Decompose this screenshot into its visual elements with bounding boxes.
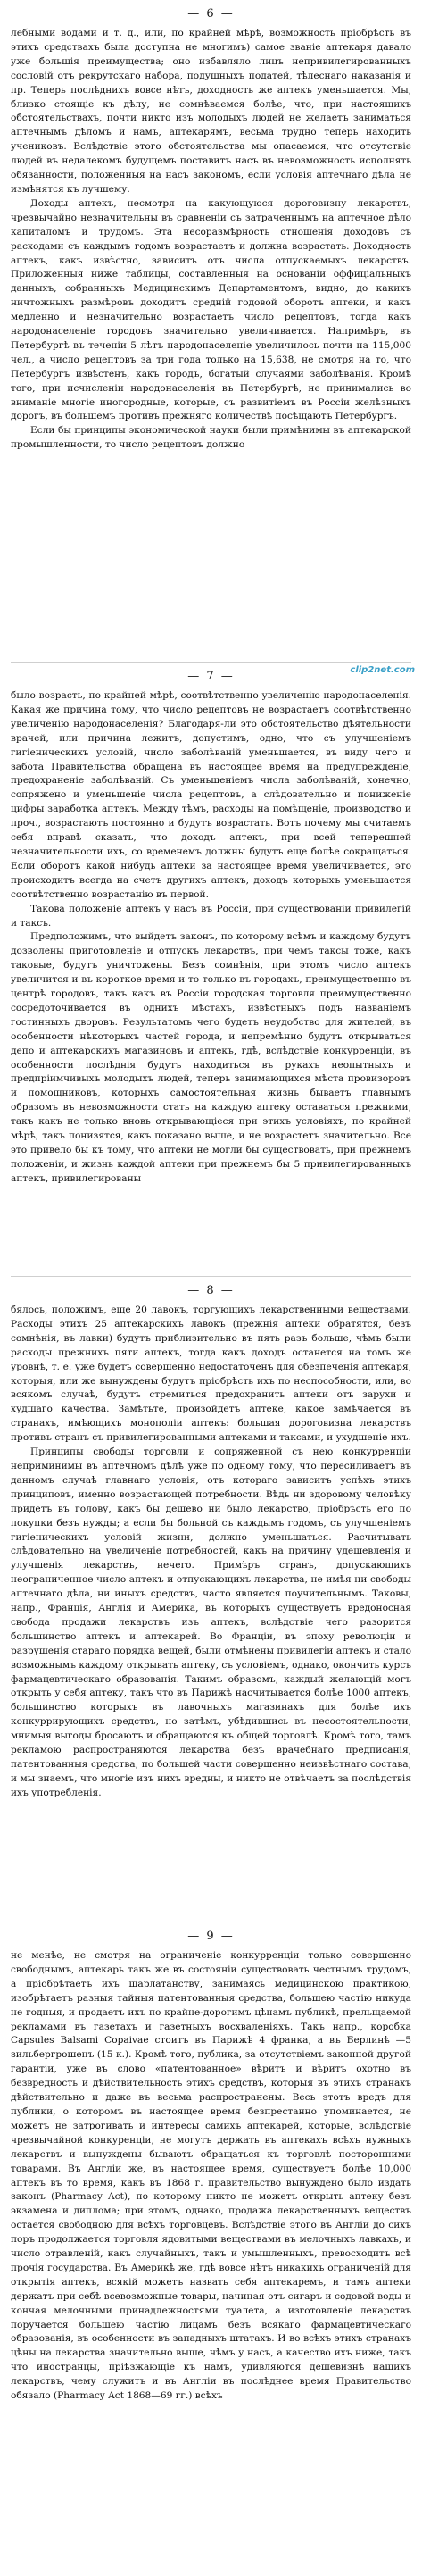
page-number: — 7 — <box>187 670 235 683</box>
page-number: — 8 — <box>187 1284 235 1297</box>
page-7 <box>0 663 422 1277</box>
page-6 <box>0 0 422 663</box>
page-text <box>11 1304 411 1801</box>
paragraph: Предположимъ, что выйдетъ законъ, по которому всѣмъ и каждому будутъ дозволены приготовленіе и отпускъ лекарствъ, при чемъ таксы тоже, какъ таковые, будутъ уничтожены. Безъ сомнѣнія, при этомъ число аптекъ увеличится и въ короткое время и то только въ городахъ, преимущественно въ центрѣ городовъ, такъ какъ въ Россіи городская торговля преимущественно сосредоточивается въ однихъ мѣстахъ, извѣстныхъ подъ названіемъ гостинныхъ дворовъ. Результатомъ чего будетъ неудобство для жителей, въ особенности нѣкоторыхъ частей города, и непремѣнно будутъ открываться депо и аптекарскихъ магазиновъ и аптекъ, гдѣ, вслѣдствіе конкурренціи, въ особенности послѣднія будутъ находиться въ рукахъ неопытныхъ и предпріимчивыхъ молодыхъ людей, теперь занимающихся мѣста провизоровъ и помощниковъ, которыхъ самостоятельная жизнь бываетъ главнымъ образомъ въ невозможности стать на каждую аптеку оставаться прежними, такъ какъ не только вновь открывающіеся при этихъ условіяхъ, по крайней мѣрѣ, такъ понизятся, какъ показано выше, и не возрастетъ значительно. Все это привело бы къ тому, что аптеки не могли бы существовать, при прежнемъ положеніи, и жизнь каждой аптеки при прежнемъ бы 5 привилегированныхъ аптекъ, привилегированы <box>11 931 411 1184</box>
paragraph: не менѣе, не смотря на ограниченіе конкурренціи только совершенно свободнымъ, аптекарь такъ же въ состояніи существовать честнымъ трудомъ, а пріобрѣтаетъ ихъ шарлатанству, занимаясь медицинскою практикою, изобрѣтаетъ разныя тайныя патентованныя средства, большею частію никуда не годныя, и продаетъ ихъ по крайне-дорогимъ цѣнамъ публикѣ, прельщаемой рекламами въ газетахъ и газетныхъ восхваленіяхъ. Такъ напр., коробка Capsules Balsami Copaivae стоитъ въ Парижѣ 4 франка, а въ Берлинѣ —5 зильбергрошенъ (15 к.). Кромѣ того, публика, за отсутствіемъ законной другой гарантіи, уже въ слово «патентованное» вѣритъ и вѣритъ охотно въ безвредность и дѣйствительность этихъ средствъ, которыя въ этихъ странахъ дѣйствительно и даже въ весьма распространены. Весь этотъ вредъ для публики, о которомъ въ настоящее время безпрестанно упоминается, не можетъ не затрогивать и интересы самихъ аптекарей, которые, вслѣдствіе чрезвычайной конкуренціи, не могутъ держать въ аптекахъ всѣхъ нужныхъ лекарствъ и вынуждены бываютъ обращаться къ торговлѣ посторонними товарами. Въ Англіи же, въ настоящее время, существуетъ болѣе 10,000 аптекъ въ то время, какъ въ 1868 г. правительство вынуждено было издать законъ (Pharmacy Act), по которому никто не можетъ открыть аптеку безъ экзамена и диплома; при этомъ, однако, продажа лекарственныхъ веществъ остается свободною для всѣхъ торговцевъ. Вслѣдствіе этого въ Англіи до сихъ поръ продолжается торговля ядовитыми веществами въ мелочныхъ лавкахъ, и число отравленій, какъ случайныхъ, такъ и умышленныхъ, превосходитъ всѣ прочія государства. Въ Америкѣ же, гдѣ вовсе нѣтъ никакихъ ограниченій для открытія аптекъ, всякій можетъ назвать себя аптекаремъ, и тамъ аптеки держатъ при себѣ всевозможные товары, начиная отъ сигаръ и содовой воды и кончая мелочными принадлежностями туалета, а изготовленіе лекарствъ поручается большею частію лицамъ безъ всякаго фармацевтическаго образованія, въ особенности въ западныхъ штатахъ. И во всѣхъ этихъ странахъ цѣны на лекарства значительно выше, чѣмъ у насъ, а качество ихъ ниже, такъ что иностранцы, пріѣзжающіе къ намъ, удивляются дешевизнѣ нашихъ лекарствъ, чему служитъ и въ Англіи въ послѣднее время Правительство обязало (Pharmacy Act 1868—69 гг.) всѣхъ <box>11 1950 411 2402</box>
paragraph: лебными водами и т. д., или, по крайней мѣрѣ, возможность пріобрѣсть въ этихъ средствахъ была доступна не многимъ) самое званіе аптекаря давало уже большія преимущества; оно избавляло лицъ непривилегированныхъ сословій отъ рекрутскаго набора, подушныхъ податей, тѣлеснаго наказанія и пр. Теперь послѣднихъ вовсе нѣтъ, доходность же аптекъ уменьшается. Мы, близко стоящіе къ дѣлу, не сомнѣваемся болѣе, что, при настоящихъ обстоятельствахъ, почти никто изъ молодыхъ людей не желаетъ заниматься аптечнымъ дѣломъ и намъ, аптекарямъ, весьма трудно теперь находить учениковъ. Вслѣдствіе этого обстоятельства мы опасаемся, что отсутствіе людей въ недалекомъ будущемъ поставитъ насъ въ невозможность исполнять обязанности, положенныя на насъ закономъ, если условія аптечнаго дѣла не измѣнятся къ лучшему. <box>11 28 411 195</box>
page-8 <box>0 1277 422 1922</box>
page-text <box>11 27 411 453</box>
paragraph: Такова положеніе аптекъ у насъ въ Россіи, при существованіи привилегій и таксъ. <box>11 903 411 929</box>
page-number: — 6 — <box>187 7 235 21</box>
paragraph: было возрасть, по крайней мѣрѣ, соотвѣтственно увеличенію народонаселенія. Какая же причина тому, что число рецептовъ не возрастаетъ соотвѣтственно увеличенію народонаселенія? Благодаря-ли это обстоятельство дѣятельности врачей, или причина лежитъ, допустимъ, одно, что съ улучшеніемъ гигіеническихъ условій, число заболѣваній уменьшается, въ виду чего и забота Правительства обращена въ настоящее время на предупрежденіе, предохраненіе заболѣваній. Съ уменьшеніемъ числа заболѣваній, конечно, сопряжено и уменьшеніе числа рецептовъ, а слѣдовательно и пониженіе цифры заработка аптекъ. Между тѣмъ, расходы на помѣщеніе, производство и проч., возрастаютъ постоянно и будутъ возрастать. Вотъ почему мы считаемъ себя вправѣ сказать, что доходъ аптекъ, при всей теперешней незначительности ихъ, со временемъ должны будутъ еще болѣе сокращаться. Если оборотъ какой нибудь аптеки за настоящее время увеличивается, это происходитъ всегда на счетъ другихъ аптекъ, доходъ которыхъ уменьшается соотвѣтственно возрастанію въ первой. <box>11 690 411 900</box>
page-number: — 9 — <box>187 1930 235 1943</box>
page-text <box>11 1949 411 2404</box>
watermark-logo: clip2net.com <box>350 665 415 675</box>
page-9 <box>0 1922 422 2576</box>
paragraph: Если бы принципы экономической науки были примѣнимы въ аптекарской промышленности, то число рецептовъ должно <box>11 425 411 451</box>
page-text <box>11 689 411 1187</box>
paragraph: Принципы свободы торговли и сопряженной съ нею конкурренціи неприминимы въ аптечномъ дѣлѣ уже по одному тому, что пересиливаетъ въ данномъ случаѣ главнаго условія, отъ котораго зависитъ успѣхъ этихъ принциповъ, именно возрастающей потребности. Вѣдь ни здоровому человѣку придетъ въ голову, какъ бы дешево ни было лекарство, пріобрѣсть его по покупки безъ нужды; а если бы больной съ каждымъ годомъ, съ улучшеніемъ гигіеническихъ условій жизни, должно уменьшаться. Расчитывать слѣдовательно на увеличеніе потребностей, какъ на причину удешевленія и улучшенія лекарствъ, нечего. Примѣръ странъ, допускающихъ неограниченное число аптекъ и отпускающихъ лекарства, не имѣя ни свободы аптечнаго дѣла, ни иныхъ средствъ, часто является поучительнымъ. Таковы, напр., Франція, Англія и Америка, въ которыхъ существуетъ вредоносная свобода продажи лекарствъ изъ аптекъ, вслѣдствіе чего разорится большинство аптекъ и аптекарей. Во Франціи, въ эпоху революціи и разрушенія стараго порядка вещей, были отмѣнены привилегіи аптекъ и стало возможнымъ каждому открывать аптеку, съ условіемъ, однако, окончить курсъ фармацевтическаго образованія. Такимъ образомъ, каждый желающій могъ открыть у себя аптеку, такъ что въ Парижѣ насчитывается болѣе 1000 аптекъ, большинство которыхъ въ лавочныхъ магазинахъ для болѣе ихъ конкуррирующихъ средствъ, но затѣмъ, убѣдившись въ несостоятельности, мнимыя выгоды бросаютъ и обращаются къ общей торговлѣ. Кромѣ того, тамъ рекламою распространяются лекарства безъ врачебнаго предписанія, патентованныя средства, по большей части совершенно неизвѣстнаго состава, и мы знаемъ, что многіе изъ нихъ вредны, и никто не отвѣчаетъ за послѣдствія ихъ употребленія. <box>11 1446 411 1798</box>
paragraph: бялось, положимъ, еще 20 лавокъ, торгующихъ лекарственными веществами. Расходы этихъ 25 аптекарскихъ лавокъ (прежнія аптеки обратятся, безъ сомнѣнія, въ лавки) будутъ приблизительно въ пять разъ больше, чѣмъ были расходы прежнихъ пяти аптекъ, тогда какъ доходъ останется на томъ же уровнѣ, т. е. уже будетъ совершенно недостаточенъ для обезпеченія аптекаря, которыя, или же вынуждены будутъ пріобрѣсть ихъ по неспособности, или, во всякомъ случаѣ, будутъ стремиться предохранить аптеки отъ зарухи и худшаго качества. Замѣтьте, произойдетъ аптеке, какое замѣчается въ странахъ, имѣющихъ монополіи аптекъ: большая дороговизна лекарствъ противъ странъ съ привилегированными аптеками и таксами, и ухудшеніе ихъ. <box>11 1305 411 1444</box>
paragraph: Доходы аптекъ, несмотря на какующуюся дороговизну лекарствъ, чрезвычайно незначительны въ сравненіи съ затраченнымъ на аптечное дѣло капиталомъ и трудомъ. Эта несоразмѣрность отношенія доходовъ съ расходами съ каждымъ годомъ возрастаетъ и должна возрастать. Доходность аптекъ, какъ извѣстно, зависитъ отъ числа отпускаемыхъ лекарствъ. Приложенныя ниже таблицы, составленныя на основаніи оффиціальныхъ данныхъ, собранныхъ Медицинскимъ Департаментомъ, видно, до какихъ ничтожныхъ размѣровъ доходитъ средній годовой оборотъ аптеки, и какъ медленно и незначительно возрастаетъ число рецептовъ, тогда какъ народонаселеніе городовъ значительно увеличивается. Напримѣръ, въ Петербургѣ въ теченіи 5 лѣтъ народонаселеніе увеличилось почти на 115,000 чел., а число рецептовъ за три года только на 15,638, не смотря на то, что Петербургъ извѣстенъ, какъ городъ, богатый случаями заболѣванія. Кромѣ того, при исчисленіи народонаселенія въ Петербургѣ, не принимались во вниманіе многіе иногородные, которые, съ развитіемъ въ Россіи желѣзныхъ дорогъ, въ большемъ противъ прежняго количествѣ посѣщаютъ Петербургъ. <box>11 197 411 422</box>
